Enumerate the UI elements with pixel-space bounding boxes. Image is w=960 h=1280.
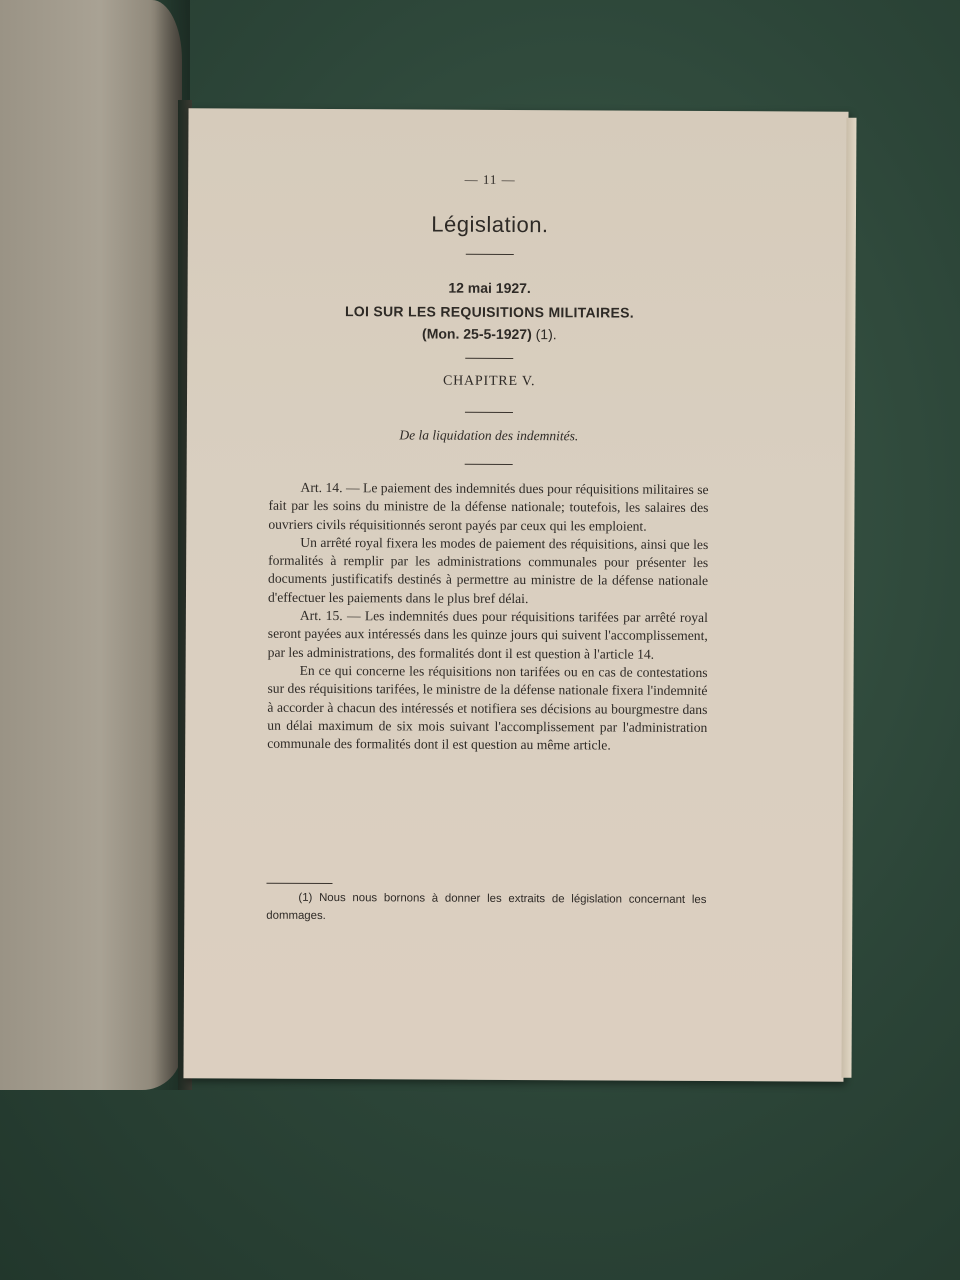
body-text bbox=[267, 479, 708, 756]
chapter-rule bbox=[465, 412, 513, 413]
section-title: Législation. bbox=[431, 211, 549, 238]
law-date: 12 mai 1927. bbox=[448, 279, 531, 297]
paragraph-art-15: Art. 15. — Les indemnités dues pour réquisitions tarifées par arrêté royal seront payées aux intéressés dans les quinze jours qui suivent l'accomplissement, par les administrations, des formalités dont il est question à l'article 14. bbox=[267, 607, 708, 662]
law-title: LOI SUR LES REQUISITIONS MILITAIRES. bbox=[344, 303, 635, 321]
law-reference bbox=[269, 325, 709, 343]
paragraph-contestations: En ce qui concerne les réquisitions non tarifées ou en cas de contestations sur des réquisitions tarifées, le ministre de la défense nationale fixera l'indemnité à accorder à chacun des intéressés et notifiera ses décisions au bourgmestre dans un délai maximum de six mois suivant l'accomplissement par l'administration communale des formalités dont il est question au même article. bbox=[267, 662, 708, 753]
law-reference-source: (Mon. 25-5-1927) bbox=[422, 325, 532, 343]
subtitle-rule bbox=[465, 464, 513, 465]
paragraph-art-14: Art. 14. — Le paiement des indemnités dues pour réquisitions militaires se fait par les soins du ministre de la défense nationale; toutefois, les salaires des ouvriers civils réquisitionnés seront payés par ceux qui les emploient. bbox=[268, 479, 709, 534]
chapter-subtitle: De la liquidation des indemnités. bbox=[399, 427, 579, 444]
page-number: — 11 — bbox=[464, 171, 516, 187]
title-rule bbox=[466, 254, 514, 255]
law-rule bbox=[465, 358, 513, 359]
footnote-rule bbox=[266, 883, 332, 884]
law-reference-note: (1). bbox=[531, 326, 557, 343]
right-page bbox=[183, 108, 848, 1081]
chapter-heading: CHAPITRE V. bbox=[442, 373, 536, 390]
footnote-text: (1) Nous nous bornons à donner les extraits de législation concernant les dommages. bbox=[266, 891, 707, 923]
footnote bbox=[266, 889, 706, 927]
paragraph-arrete-royal: Un arrêté royal fixera les modes de paiement des réquisitions, ainsi que les formalités à remplir par les administrations communales pour présenter les documents justificatifs destinés à permettre au ministre de la défense nationale d'effectuer les paiements dans le plus bref délai. bbox=[267, 534, 709, 606]
